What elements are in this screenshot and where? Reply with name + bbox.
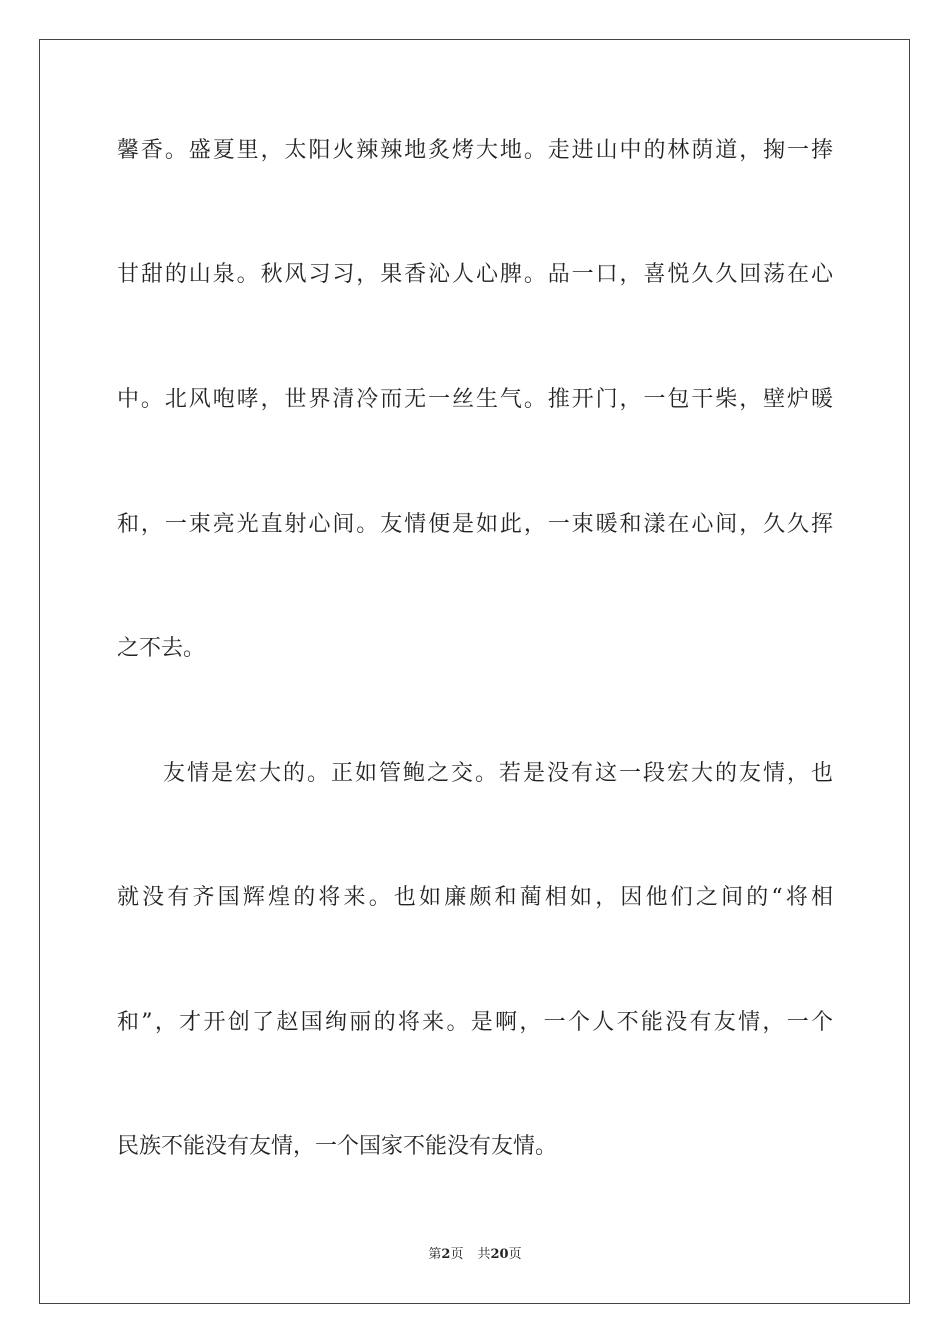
total-pages: 20 [490,1247,509,1262]
paragraph-line-8: 和”，才开创了赵国绚丽的将来。是啊，一个人不能没有友情，一个 [117,1010,833,1035]
paragraph-line-4: 和，一束亮光直射心间。友情便是如此，一束暖和漾在心间，久久挥 [117,512,833,537]
page-frame [39,39,910,1304]
paragraph-line-2: 甘甜的山泉。秋风习习，果香沁人心脾。品一口，喜悦久久回荡在心 [117,262,833,287]
page-number: 2 [441,1247,451,1262]
paragraph-line-5: 之不去。 [117,636,206,661]
total-prefix: 共 [477,1247,491,1262]
paragraph-line-1: 馨香。盛夏里，太阳火辣辣地炙烤大地。走进山中的林荫道，掬一捧 [117,138,833,163]
paragraph-line-7: 就没有齐国辉煌的将来。也如廉颇和蔺相如，因他们之间的“将相 [117,885,833,910]
page-footer [0,1246,950,1264]
total-suffix: 页 [508,1247,522,1262]
paragraph-line-6: 友情是宏大的。正如管鲍之交。若是没有这一段宏大的友情，也 [163,761,833,786]
page-suffix: 页 [450,1247,464,1262]
page-prefix: 第 [428,1247,442,1262]
paragraph-line-9: 民族不能没有友情，一个国家不能没有友情。 [117,1134,558,1159]
paragraph-line-3: 中。北风咆哮，世界清冷而无一丝生气。推开门，一包干柴，壁炉暖 [117,387,833,412]
